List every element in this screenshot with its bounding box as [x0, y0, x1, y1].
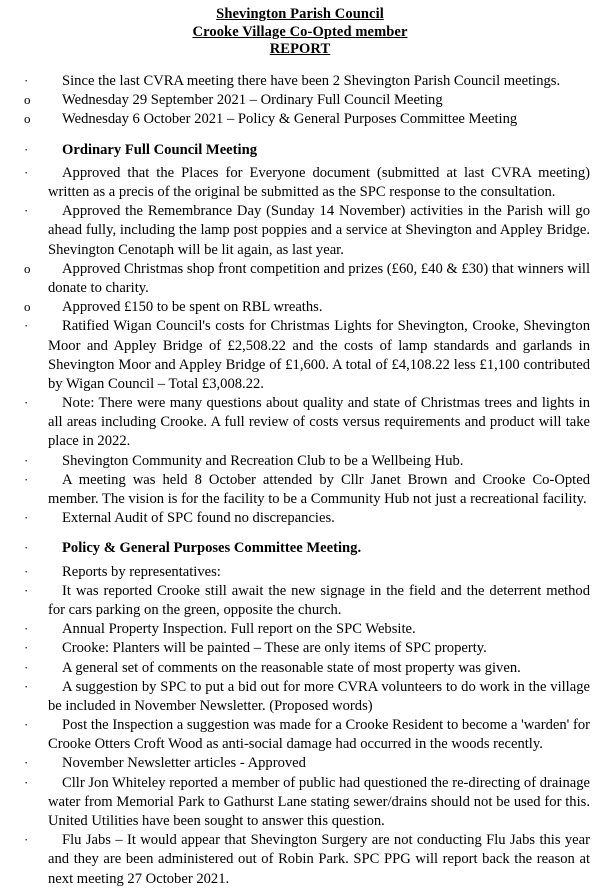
report-item [10, 141, 590, 160]
report-item-text: Cllr Jon Whiteley reported a member of public had questioned the re-directing of drainage water from Memorial Park to Gathurst Lane stating sewer/drains should not be used for this. United Utilities have been sought to answer this question. [48, 774, 590, 829]
document-header [10, 6, 590, 59]
report-item [10, 509, 590, 528]
list-bullet-icon: · [24, 395, 29, 411]
header-line-subject: Crooke Village Co-Opted member [192, 23, 408, 40]
report-item [10, 317, 590, 394]
list-bullet-icon: · [24, 659, 29, 675]
list-bullet-icon: · [24, 832, 29, 848]
report-item-text: Flu Jabs – It would appear that Shevington Surgery are not conducting Flu Jabs this year and they are been administered out of Robin Park. SPC PPG will report back the reason at next meeting 27 October 2021. [48, 832, 590, 887]
report-item-text: Approved £150 to be spent on RBL wreaths. [62, 299, 323, 316]
list-bullet-icon: · [24, 755, 29, 771]
report-item [10, 582, 590, 620]
report-item-text: Approved the Remembrance Day (Sunday 14 November) activities in the Parish will go ahead fully, including the lamp post poppies and a service at Shevington and Appley Bridge. Shevington Cenotaph will be lit again, as last year. [48, 203, 590, 258]
report-item-text: Annual Property Inspection. Full report on the SPC Website. [62, 621, 416, 638]
report-item-text: Shevington Community and Recreation Club to be a Wellbeing Hub. [62, 452, 464, 469]
list-bullet-icon: · [24, 73, 29, 89]
report-item [10, 639, 590, 658]
report-item [10, 91, 590, 110]
report-item [10, 260, 590, 298]
list-bullet-icon: o [24, 92, 31, 108]
report-item-text: A meeting was held 8 October attended by Cllr Janet Brown and Crooke Co-Opted member. The vision is for the facility to be a Community Hub not just a recreational facility. [48, 471, 590, 507]
report-item [10, 471, 590, 509]
report-item [10, 620, 590, 639]
list-bullet-icon: · [24, 540, 29, 556]
header-line-report: REPORT [269, 41, 331, 58]
report-item-text: Ordinary Full Council Meeting [62, 141, 257, 158]
report-item-text: Wednesday 29 September 2021 – Ordinary Full Council Meeting [62, 92, 443, 109]
list-bullet-icon: · [24, 717, 29, 733]
list-bullet-icon: o [24, 299, 31, 315]
report-item-text: Wednesday 6 October 2021 – Policy & General Purposes Committee Meeting [62, 111, 518, 128]
report-item-text: A suggestion by SPC to put a bid out for more CVRA volunteers to do work in the village be included in November Newsletter. (Proposed words) [48, 678, 590, 714]
report-item-text: Note: There were many questions about quality and state of Christmas trees and lights in all areas including Crooke. A full review of costs versus requirements and product will take place in 2022. [48, 395, 590, 450]
report-item [10, 659, 590, 678]
list-bullet-icon: · [24, 164, 29, 180]
report-item [10, 754, 590, 773]
report-item [10, 831, 590, 889]
list-bullet-icon: · [24, 621, 29, 637]
report-item-text: Approved that the Places for Everyone document (submitted at last CVRA meeting) written as a precis of the original be submitted as the SPC response to the consultation. [48, 164, 590, 200]
report-item-text: It was reported Crooke still await the new signage in the field and the deterrent method for cars parking on the green, opposite the church. [48, 582, 590, 618]
report-item [10, 72, 590, 91]
report-item-text: Reports by representatives: [62, 563, 221, 580]
report-item-text: External Audit of SPC found no discrepancies. [62, 510, 335, 527]
list-bullet-icon: o [24, 260, 31, 276]
list-bullet-icon: · [24, 582, 29, 598]
report-item [10, 202, 590, 260]
report-item-text: Policy & General Purposes Committee Meeting. [62, 540, 362, 557]
report-item [10, 774, 590, 832]
report-item [10, 678, 590, 716]
report-item [10, 716, 590, 754]
list-bullet-icon: · [24, 318, 29, 334]
report-item-text: November Newsletter articles - Approved [62, 755, 306, 772]
list-bullet-icon: · [24, 563, 29, 579]
report-item [10, 539, 590, 558]
report-item-text: Crooke: Planters will be painted – These are only items of SPC property. [62, 640, 487, 657]
report-item-text: A general set of comments on the reasonable state of most property was given. [62, 659, 521, 676]
list-bullet-icon: · [24, 678, 29, 694]
report-item-text: Post the Inspection a suggestion was made for a Crooke Resident to become a 'warden' for Crooke Otters Croft Wood as anti-social damage had occurred in the woods recently. [48, 717, 590, 753]
header-line-council: Shevington Parish Council [216, 6, 384, 22]
report-item-text: Since the last CVRA meeting there have been 2 Shevington Parish Council meetings. [62, 73, 561, 90]
list-bullet-icon: · [24, 510, 29, 526]
report-item [10, 452, 590, 471]
list-bullet-icon: · [24, 141, 29, 157]
list-bullet-icon: · [24, 452, 29, 468]
report-item [10, 110, 590, 129]
report-item [10, 164, 590, 202]
report-item [10, 298, 590, 317]
list-bullet-icon: o [24, 111, 31, 127]
report-item [10, 563, 590, 582]
list-bullet-icon: · [24, 774, 29, 790]
list-bullet-icon: · [24, 640, 29, 656]
report-item-text: Ratified Wigan Council's costs for Christmas Lights for Shevington, Crooke, Shevington Moor and Appley Bridge of £2,508.22 and the costs of lamp standards and garlands in Shevington Moor and Appley Bridge of £1,600. A total of £4,108.22 less £1,100 contributed by Wigan Council – Total £3,008.22. [48, 318, 590, 392]
document-body [10, 72, 590, 889]
list-bullet-icon: · [24, 203, 29, 219]
report-item-text: Approved Christmas shop front competition and prizes (£60, £40 & £30) that winners will donate to charity. [48, 260, 590, 296]
list-bullet-icon: · [24, 471, 29, 487]
report-item [10, 394, 590, 452]
